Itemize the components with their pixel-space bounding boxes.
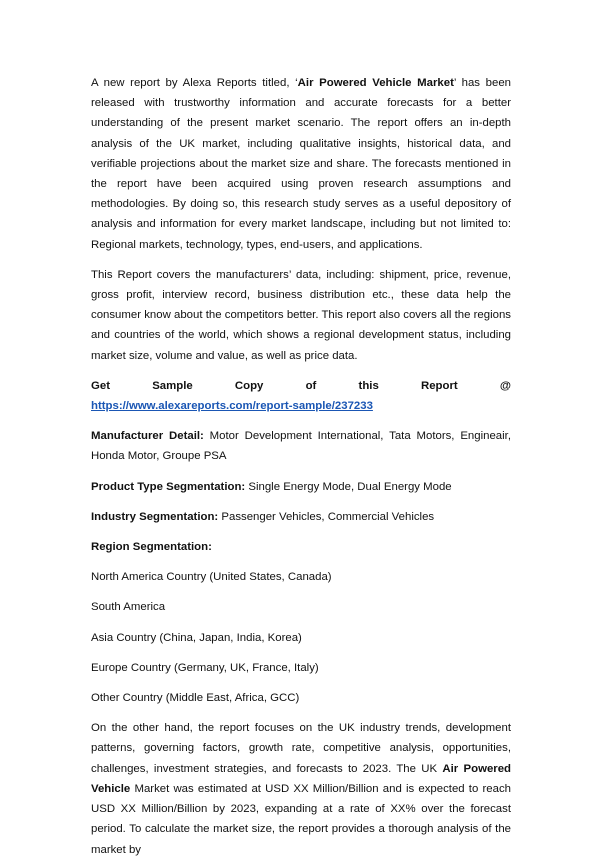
product-name: Air Powered Vehicle Market <box>297 77 454 89</box>
coverage-paragraph: This Report covers the manufacturers’ data, including: shipment, price, revenue, gross profit, interview record, business distribution etc., these data help the consumer know about the competitors better. This report also covers all the regions and countries of the world, which shows a regional development status, including market size, volume and value, as well as price data. <box>91 268 511 362</box>
region-item: Asia Country (China, Japan, India, Korea) <box>91 631 302 644</box>
region-item: Other Country (Middle East, Africa, GCC) <box>91 692 300 705</box>
region-item: South America <box>91 601 166 614</box>
region-item: North America Country (United States, Canada) <box>91 571 332 584</box>
region-segmentation-heading: Region Segmentation: <box>91 541 212 554</box>
product-type-segmentation: Product Type Segmentation: Single Energy Mode, Dual Energy Mode <box>91 480 452 493</box>
sample-request <box>91 376 511 416</box>
sample-heading: Get Sample Copy of this Report @ <box>91 379 511 392</box>
region-item: Europe Country (Germany, UK, France, Italy) <box>91 661 319 674</box>
sample-link[interactable]: https://www.alexareports.com/report-sample/237233 <box>91 400 373 413</box>
manufacturer-detail: Manufacturer Detail: Motor Development International, Tata Motors, Engineair, Honda Motor, Groupe PSA <box>91 430 511 463</box>
product-name: Air Powered Vehicle <box>91 762 512 795</box>
outlook-paragraph: On the other hand, the report focuses on the UK industry trends, development patterns, governing factors, growth rate, competitive analysis, opportunities, challenges, investment strategies, and forecasts to 2023. The UK Air Powered Vehicle Market was estimated at USD XX Million/Billion and is expected to reach USD XX Million/Billion by 2023, expanding at a rate of XX% over the forecast period. To calculate the market size, the report provides a thorough analysis of the market by <box>91 722 512 856</box>
intro-paragraph: A new report by Alexa Reports titled, ‘Air Powered Vehicle Market’ has been released with trustworthy information and accurate forecasts for a better understanding of the present market scenario. The report offers an in-depth analysis of the UK market, including qualitative insights, historical data, and verifiable projections about the market size and share. The forecasts mentioned in the report have been acquired using proven research assumptions and methodologies. By doing so, this research study serves as a useful depository of analysis and information for every market landscape, including but not limited to: Regional markets, technology, types, end-users, and applications. <box>91 77 511 251</box>
document-body <box>91 73 511 860</box>
industry-segmentation: Industry Segmentation: Passenger Vehicles, Commercial Vehicles <box>91 510 435 523</box>
